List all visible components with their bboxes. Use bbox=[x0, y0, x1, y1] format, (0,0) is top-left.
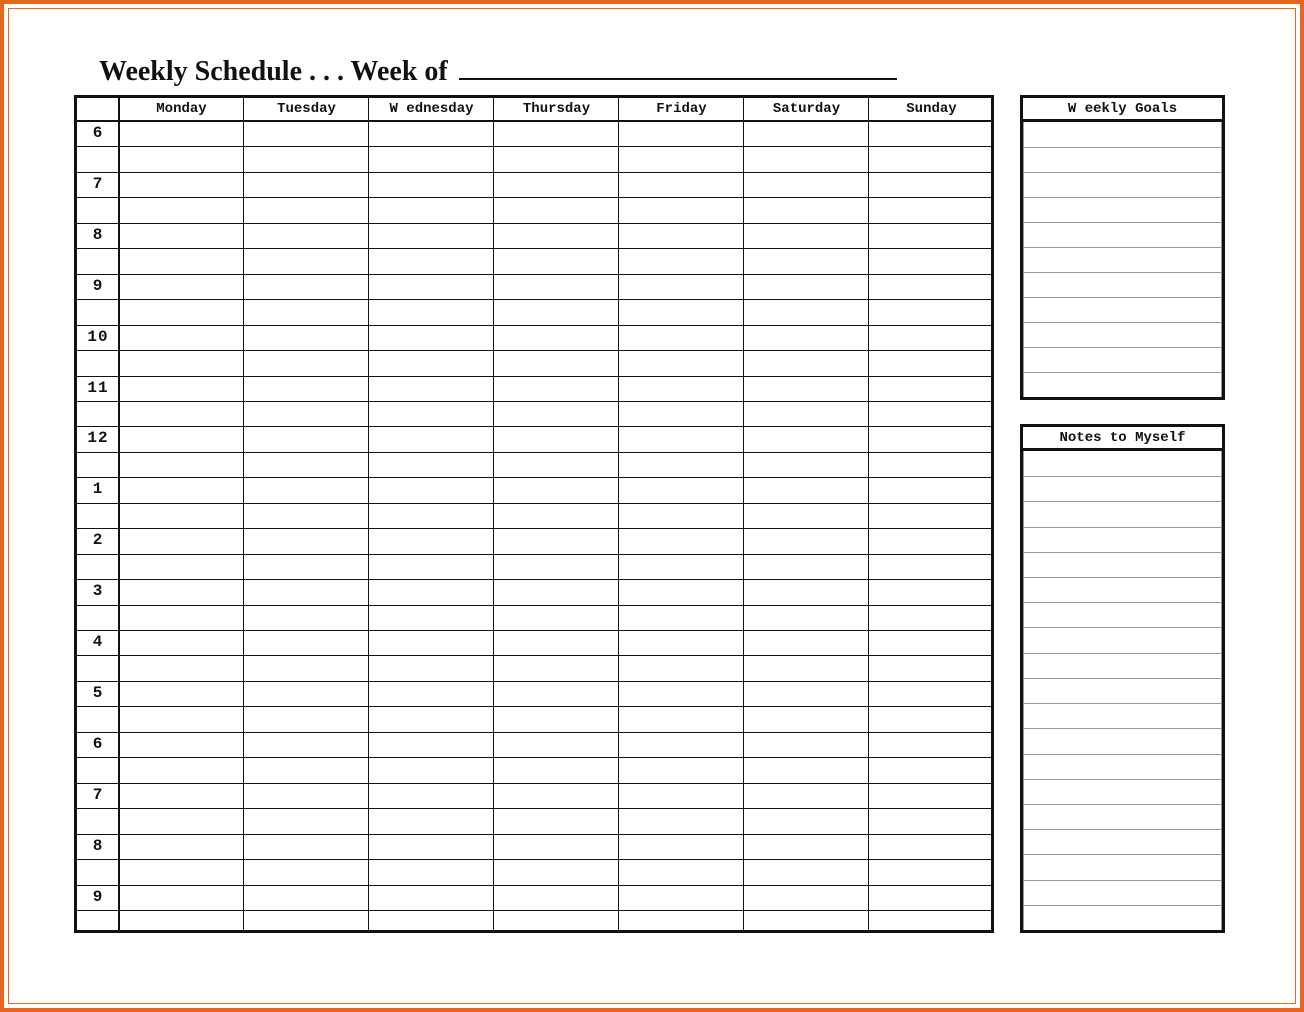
schedule-cell[interactable] bbox=[744, 606, 868, 630]
schedule-cell[interactable] bbox=[369, 351, 493, 375]
schedule-cell[interactable] bbox=[369, 555, 493, 579]
notes-ruled-line[interactable] bbox=[1023, 653, 1222, 654]
schedule-cell[interactable] bbox=[119, 656, 243, 680]
notes-ruled-line[interactable] bbox=[1023, 779, 1222, 780]
day-header: Saturday bbox=[772, 101, 841, 117]
schedule-cell[interactable] bbox=[869, 249, 993, 273]
schedule-cell[interactable] bbox=[244, 860, 368, 884]
schedule-cell[interactable] bbox=[869, 504, 993, 528]
schedule-cell[interactable] bbox=[869, 656, 993, 680]
schedule-cell[interactable] bbox=[494, 351, 618, 375]
notes-ruled-line[interactable] bbox=[1023, 854, 1222, 855]
weekly-goals-ruled-line[interactable] bbox=[1023, 322, 1222, 323]
schedule-cell[interactable] bbox=[744, 529, 868, 553]
day-header: Thursday bbox=[522, 101, 591, 117]
day-header: Monday bbox=[156, 101, 207, 117]
schedule-cell[interactable] bbox=[119, 377, 243, 401]
schedule-cell[interactable] bbox=[619, 478, 743, 502]
schedule-cell[interactable] bbox=[119, 784, 243, 808]
schedule-cell[interactable] bbox=[744, 326, 868, 350]
schedule-cell[interactable] bbox=[619, 758, 743, 782]
schedule-cell[interactable] bbox=[369, 275, 493, 299]
weekly-goals-left-margin bbox=[1023, 122, 1024, 397]
schedule-cell[interactable] bbox=[494, 504, 618, 528]
schedule-cell[interactable] bbox=[869, 784, 993, 808]
schedule-cell[interactable] bbox=[869, 173, 993, 197]
notes-ruled-line[interactable] bbox=[1023, 501, 1222, 502]
schedule-cell[interactable] bbox=[369, 402, 493, 426]
schedule-cell[interactable] bbox=[494, 224, 618, 248]
schedule-cell[interactable] bbox=[244, 326, 368, 350]
schedule-cell[interactable] bbox=[619, 580, 743, 604]
schedule-cell[interactable] bbox=[869, 631, 993, 655]
schedule-cell[interactable] bbox=[744, 656, 868, 680]
schedule-cell[interactable] bbox=[494, 682, 618, 706]
schedule-cell[interactable] bbox=[619, 173, 743, 197]
schedule-cell[interactable] bbox=[119, 504, 243, 528]
schedule-cell[interactable] bbox=[744, 809, 868, 833]
schedule-cell[interactable] bbox=[869, 860, 993, 884]
weekly-goals-ruled-line[interactable] bbox=[1023, 197, 1222, 198]
schedule-cell[interactable] bbox=[494, 580, 618, 604]
schedule-cell[interactable] bbox=[494, 402, 618, 426]
schedule-cell[interactable] bbox=[119, 631, 243, 655]
hour-label: 12 bbox=[87, 429, 109, 447]
schedule-cell[interactable] bbox=[744, 351, 868, 375]
schedule-cell[interactable] bbox=[244, 377, 368, 401]
schedule-cell[interactable] bbox=[494, 911, 618, 935]
schedule-cell[interactable] bbox=[244, 529, 368, 553]
schedule-cell[interactable] bbox=[744, 835, 868, 859]
schedule-cell[interactable] bbox=[619, 377, 743, 401]
schedule-cell[interactable] bbox=[244, 504, 368, 528]
schedule-cell[interactable] bbox=[369, 249, 493, 273]
schedule-cell[interactable] bbox=[869, 580, 993, 604]
schedule-cell[interactable] bbox=[244, 707, 368, 731]
schedule-cell[interactable] bbox=[244, 835, 368, 859]
schedule-cell[interactable] bbox=[744, 682, 868, 706]
schedule-cell[interactable] bbox=[119, 809, 243, 833]
schedule-cell[interactable] bbox=[369, 453, 493, 477]
notes-ruled-line[interactable] bbox=[1023, 527, 1222, 528]
schedule-cell[interactable] bbox=[119, 147, 243, 171]
schedule-cell[interactable] bbox=[744, 427, 868, 451]
schedule-cell[interactable] bbox=[494, 733, 618, 757]
schedule-cell[interactable] bbox=[494, 249, 618, 273]
schedule-cell[interactable] bbox=[369, 707, 493, 731]
schedule-cell[interactable] bbox=[119, 707, 243, 731]
notes-left-margin bbox=[1023, 451, 1024, 930]
weekly-goals-ruled-line[interactable] bbox=[1023, 147, 1222, 148]
schedule-cell[interactable] bbox=[869, 682, 993, 706]
hour-label: 1 bbox=[92, 480, 104, 498]
schedule-cell[interactable] bbox=[619, 886, 743, 910]
schedule-cell[interactable] bbox=[869, 224, 993, 248]
day-header: Tuesday bbox=[277, 101, 336, 117]
schedule-cell[interactable] bbox=[119, 911, 243, 935]
weekly-goals-ruled-line[interactable] bbox=[1023, 347, 1222, 348]
schedule-cell[interactable] bbox=[619, 835, 743, 859]
hour-label: 11 bbox=[87, 379, 109, 397]
schedule-cell[interactable] bbox=[369, 198, 493, 222]
schedule-cell[interactable] bbox=[119, 453, 243, 477]
schedule-cell[interactable] bbox=[494, 631, 618, 655]
schedule-cell[interactable] bbox=[744, 860, 868, 884]
schedule-cell[interactable] bbox=[244, 478, 368, 502]
schedule-cell[interactable] bbox=[369, 300, 493, 324]
hour-label: 6 bbox=[92, 124, 104, 142]
schedule-cell[interactable] bbox=[494, 453, 618, 477]
schedule-cell[interactable] bbox=[119, 173, 243, 197]
schedule-cell[interactable] bbox=[119, 606, 243, 630]
schedule-cell[interactable] bbox=[244, 122, 368, 146]
schedule-cell[interactable] bbox=[369, 656, 493, 680]
schedule-cell[interactable] bbox=[619, 784, 743, 808]
week-of-blank[interactable] bbox=[459, 54, 897, 80]
notes-ruled-line[interactable] bbox=[1023, 905, 1222, 906]
schedule-cell[interactable] bbox=[744, 377, 868, 401]
schedule-cell[interactable] bbox=[619, 249, 743, 273]
schedule-cell[interactable] bbox=[869, 911, 993, 935]
schedule-cell[interactable] bbox=[369, 784, 493, 808]
schedule-cell[interactable] bbox=[869, 275, 993, 299]
schedule-cell[interactable] bbox=[244, 249, 368, 273]
schedule-cell[interactable] bbox=[619, 122, 743, 146]
schedule-cell[interactable] bbox=[619, 147, 743, 171]
notes-ruled-line[interactable] bbox=[1023, 577, 1222, 578]
schedule-cell[interactable] bbox=[244, 300, 368, 324]
notes-right-margin bbox=[1221, 451, 1222, 930]
schedule-cell[interactable] bbox=[619, 453, 743, 477]
notes-ruled-line[interactable] bbox=[1023, 880, 1222, 881]
schedule-cell[interactable] bbox=[119, 758, 243, 782]
schedule-cell[interactable] bbox=[619, 198, 743, 222]
schedule-cell[interactable] bbox=[869, 707, 993, 731]
schedule-cell[interactable] bbox=[119, 300, 243, 324]
schedule-cell[interactable] bbox=[869, 606, 993, 630]
schedule-cell[interactable] bbox=[369, 529, 493, 553]
schedule-cell[interactable] bbox=[744, 173, 868, 197]
schedule-cell[interactable] bbox=[744, 504, 868, 528]
schedule-cell[interactable] bbox=[869, 122, 993, 146]
schedule-cell[interactable] bbox=[119, 122, 243, 146]
schedule-cell[interactable] bbox=[494, 860, 618, 884]
schedule-cell[interactable] bbox=[369, 504, 493, 528]
schedule-cell[interactable] bbox=[619, 606, 743, 630]
schedule-cell[interactable] bbox=[744, 886, 868, 910]
schedule-cell[interactable] bbox=[494, 275, 618, 299]
schedule-cell[interactable] bbox=[744, 198, 868, 222]
schedule-cell[interactable] bbox=[119, 682, 243, 706]
day-header: Friday bbox=[656, 101, 707, 117]
schedule-cell[interactable] bbox=[369, 173, 493, 197]
schedule-cell[interactable] bbox=[619, 275, 743, 299]
schedule-cell[interactable] bbox=[869, 351, 993, 375]
schedule-cell[interactable] bbox=[244, 809, 368, 833]
notes-title: Notes to Myself bbox=[1059, 430, 1186, 446]
schedule-cell[interactable] bbox=[494, 886, 618, 910]
schedule-cell[interactable] bbox=[619, 427, 743, 451]
hour-label: 6 bbox=[92, 735, 104, 753]
schedule-cell[interactable] bbox=[869, 478, 993, 502]
schedule-cell[interactable] bbox=[619, 911, 743, 935]
schedule-cell[interactable] bbox=[244, 886, 368, 910]
schedule-cell[interactable] bbox=[244, 402, 368, 426]
schedule-cell[interactable] bbox=[494, 707, 618, 731]
schedule-cell[interactable] bbox=[619, 809, 743, 833]
schedule-cell[interactable] bbox=[369, 809, 493, 833]
notes-ruled-line[interactable] bbox=[1023, 627, 1222, 628]
weekly-goals-panel bbox=[1020, 95, 1225, 400]
schedule-cell[interactable] bbox=[244, 606, 368, 630]
schedule-cell[interactable] bbox=[744, 911, 868, 935]
schedule-cell[interactable] bbox=[244, 147, 368, 171]
hour-label: 5 bbox=[92, 684, 104, 702]
schedule-cell[interactable] bbox=[119, 886, 243, 910]
schedule-cell[interactable] bbox=[369, 911, 493, 935]
schedule-cell[interactable] bbox=[619, 707, 743, 731]
schedule-cell[interactable] bbox=[744, 122, 868, 146]
schedule-cell[interactable] bbox=[744, 733, 868, 757]
schedule-cell[interactable] bbox=[494, 529, 618, 553]
schedule-cell[interactable] bbox=[369, 631, 493, 655]
schedule-cell[interactable] bbox=[244, 173, 368, 197]
notes-ruled-line[interactable] bbox=[1023, 602, 1222, 603]
schedule-cell[interactable] bbox=[119, 835, 243, 859]
schedule-cell[interactable] bbox=[244, 580, 368, 604]
schedule-cell[interactable] bbox=[494, 809, 618, 833]
weekly-goals-ruled-line[interactable] bbox=[1023, 272, 1222, 273]
notes-ruled-line[interactable] bbox=[1023, 754, 1222, 755]
hour-label: 9 bbox=[92, 277, 104, 295]
schedule-cell[interactable] bbox=[244, 911, 368, 935]
schedule-cell[interactable] bbox=[494, 377, 618, 401]
day-header: W ednesday bbox=[389, 101, 474, 117]
schedule-cell[interactable] bbox=[244, 275, 368, 299]
schedule-cell[interactable] bbox=[619, 656, 743, 680]
schedule-cell[interactable] bbox=[369, 758, 493, 782]
schedule-cell[interactable] bbox=[619, 529, 743, 553]
hour-label: 2 bbox=[92, 531, 104, 549]
schedule-cell[interactable] bbox=[619, 860, 743, 884]
schedule-cell[interactable] bbox=[369, 606, 493, 630]
schedule-cell[interactable] bbox=[494, 478, 618, 502]
schedule-cell[interactable] bbox=[619, 555, 743, 579]
schedule-cell[interactable] bbox=[494, 326, 618, 350]
page-title-text: Weekly Schedule . . . Week of bbox=[99, 56, 448, 87]
schedule-cell[interactable] bbox=[119, 555, 243, 579]
schedule-cell[interactable] bbox=[869, 147, 993, 171]
schedule-cell[interactable] bbox=[369, 122, 493, 146]
schedule-cell[interactable] bbox=[744, 784, 868, 808]
schedule-cell[interactable] bbox=[244, 733, 368, 757]
schedule-cell[interactable] bbox=[869, 300, 993, 324]
schedule-cell[interactable] bbox=[369, 682, 493, 706]
schedule-cell[interactable] bbox=[494, 835, 618, 859]
page-title bbox=[99, 54, 897, 90]
schedule-cell[interactable] bbox=[494, 198, 618, 222]
schedule-cell[interactable] bbox=[619, 351, 743, 375]
schedule-cell[interactable] bbox=[244, 656, 368, 680]
schedule-cell[interactable] bbox=[494, 758, 618, 782]
notes-panel bbox=[1020, 424, 1225, 933]
schedule-cell[interactable] bbox=[369, 326, 493, 350]
schedule-cell[interactable] bbox=[744, 147, 868, 171]
schedule-cell[interactable] bbox=[744, 758, 868, 782]
schedule-cell[interactable] bbox=[494, 122, 618, 146]
schedule-cell[interactable] bbox=[369, 147, 493, 171]
schedule-cell[interactable] bbox=[369, 427, 493, 451]
notes-header-rule bbox=[1023, 448, 1222, 451]
schedule-cell[interactable] bbox=[119, 198, 243, 222]
schedule-cell[interactable] bbox=[869, 453, 993, 477]
schedule-cell[interactable] bbox=[244, 758, 368, 782]
notes-ruled-line[interactable] bbox=[1023, 728, 1222, 729]
schedule-cell[interactable] bbox=[619, 733, 743, 757]
notes-ruled-line[interactable] bbox=[1023, 552, 1222, 553]
notes-ruled-line[interactable] bbox=[1023, 678, 1222, 679]
notes-ruled-line[interactable] bbox=[1023, 829, 1222, 830]
schedule-grid bbox=[74, 95, 994, 933]
schedule-cell[interactable] bbox=[744, 224, 868, 248]
schedule-cell[interactable] bbox=[744, 402, 868, 426]
weekly-goals-header-rule bbox=[1023, 119, 1222, 122]
schedule-cell[interactable] bbox=[494, 300, 618, 324]
weekly-goals-ruled-line[interactable] bbox=[1023, 297, 1222, 298]
hour-label: 7 bbox=[92, 786, 104, 804]
day-header: Sunday bbox=[906, 101, 957, 117]
schedule-cell[interactable] bbox=[494, 173, 618, 197]
schedule-cell[interactable] bbox=[119, 249, 243, 273]
hour-label: 4 bbox=[92, 633, 104, 651]
schedule-cell[interactable] bbox=[744, 478, 868, 502]
schedule-cell[interactable] bbox=[744, 631, 868, 655]
weekly-goals-ruled-line[interactable] bbox=[1023, 372, 1222, 373]
schedule-cell[interactable] bbox=[869, 758, 993, 782]
hour-label: 3 bbox=[92, 582, 104, 600]
schedule-cell[interactable] bbox=[119, 224, 243, 248]
schedule-cell[interactable] bbox=[619, 504, 743, 528]
weekly-goals-title: W eekly Goals bbox=[1067, 101, 1178, 117]
schedule-cell[interactable] bbox=[619, 631, 743, 655]
schedule-cell[interactable] bbox=[119, 351, 243, 375]
schedule-cell[interactable] bbox=[119, 427, 243, 451]
schedule-cell[interactable] bbox=[494, 656, 618, 680]
schedule-cell[interactable] bbox=[244, 682, 368, 706]
weekly-goals-ruled-line[interactable] bbox=[1023, 172, 1222, 173]
schedule-cell[interactable] bbox=[869, 427, 993, 451]
schedule-cell[interactable] bbox=[869, 377, 993, 401]
schedule-cell[interactable] bbox=[869, 886, 993, 910]
schedule-cell[interactable] bbox=[119, 860, 243, 884]
hour-label: 10 bbox=[87, 328, 109, 346]
schedule-cell[interactable] bbox=[244, 427, 368, 451]
hour-label: 8 bbox=[92, 226, 104, 244]
schedule-cell[interactable] bbox=[369, 377, 493, 401]
schedule-cell[interactable] bbox=[869, 402, 993, 426]
schedule-cell[interactable] bbox=[244, 631, 368, 655]
schedule-cell[interactable] bbox=[744, 275, 868, 299]
schedule-cell[interactable] bbox=[619, 224, 743, 248]
schedule-cell[interactable] bbox=[869, 326, 993, 350]
hour-label: 9 bbox=[92, 888, 104, 906]
schedule-cell[interactable] bbox=[369, 224, 493, 248]
schedule-cell[interactable] bbox=[119, 733, 243, 757]
schedule-cell[interactable] bbox=[244, 784, 368, 808]
schedule-cell[interactable] bbox=[869, 733, 993, 757]
schedule-cell[interactable] bbox=[744, 249, 868, 273]
hour-label: 8 bbox=[92, 837, 104, 855]
schedule-cell[interactable] bbox=[119, 529, 243, 553]
schedule-cell[interactable] bbox=[619, 402, 743, 426]
schedule-cell[interactable] bbox=[619, 682, 743, 706]
weekly-goals-ruled-line[interactable] bbox=[1023, 222, 1222, 223]
schedule-cell[interactable] bbox=[869, 555, 993, 579]
schedule-cell[interactable] bbox=[244, 224, 368, 248]
schedule-cell[interactable] bbox=[744, 453, 868, 477]
schedule-cell[interactable] bbox=[494, 784, 618, 808]
weekly-goals-right-margin bbox=[1221, 122, 1222, 397]
schedule-cell[interactable] bbox=[369, 835, 493, 859]
schedule-cell[interactable] bbox=[744, 555, 868, 579]
schedule-cell[interactable] bbox=[119, 580, 243, 604]
hour-label: 7 bbox=[92, 175, 104, 193]
schedule-cell[interactable] bbox=[744, 300, 868, 324]
schedule-cell[interactable] bbox=[244, 555, 368, 579]
notes-ruled-line[interactable] bbox=[1023, 703, 1222, 704]
notes-ruled-line[interactable] bbox=[1023, 476, 1222, 477]
schedule-cell[interactable] bbox=[369, 478, 493, 502]
schedule-cell[interactable] bbox=[119, 275, 243, 299]
schedule-cell[interactable] bbox=[619, 326, 743, 350]
schedule-cell[interactable] bbox=[869, 809, 993, 833]
schedule-cell[interactable] bbox=[244, 453, 368, 477]
schedule-cell[interactable] bbox=[369, 860, 493, 884]
schedule-cell[interactable] bbox=[119, 326, 243, 350]
notes-ruled-line[interactable] bbox=[1023, 804, 1222, 805]
schedule-cell[interactable] bbox=[494, 147, 618, 171]
schedule-cell[interactable] bbox=[494, 606, 618, 630]
schedule-cell[interactable] bbox=[244, 351, 368, 375]
schedule-cell[interactable] bbox=[869, 529, 993, 553]
schedule-cell[interactable] bbox=[744, 580, 868, 604]
schedule-cell[interactable] bbox=[494, 427, 618, 451]
schedule-cell[interactable] bbox=[369, 580, 493, 604]
schedule-cell[interactable] bbox=[244, 198, 368, 222]
schedule-cell[interactable] bbox=[369, 733, 493, 757]
weekly-goals-ruled-line[interactable] bbox=[1023, 247, 1222, 248]
schedule-cell[interactable] bbox=[869, 835, 993, 859]
schedule-cell[interactable] bbox=[744, 707, 868, 731]
schedule-cell[interactable] bbox=[494, 555, 618, 579]
schedule-cell[interactable] bbox=[119, 478, 243, 502]
schedule-cell[interactable] bbox=[869, 198, 993, 222]
schedule-cell[interactable] bbox=[619, 300, 743, 324]
schedule-cell[interactable] bbox=[369, 886, 493, 910]
schedule-cell[interactable] bbox=[119, 402, 243, 426]
